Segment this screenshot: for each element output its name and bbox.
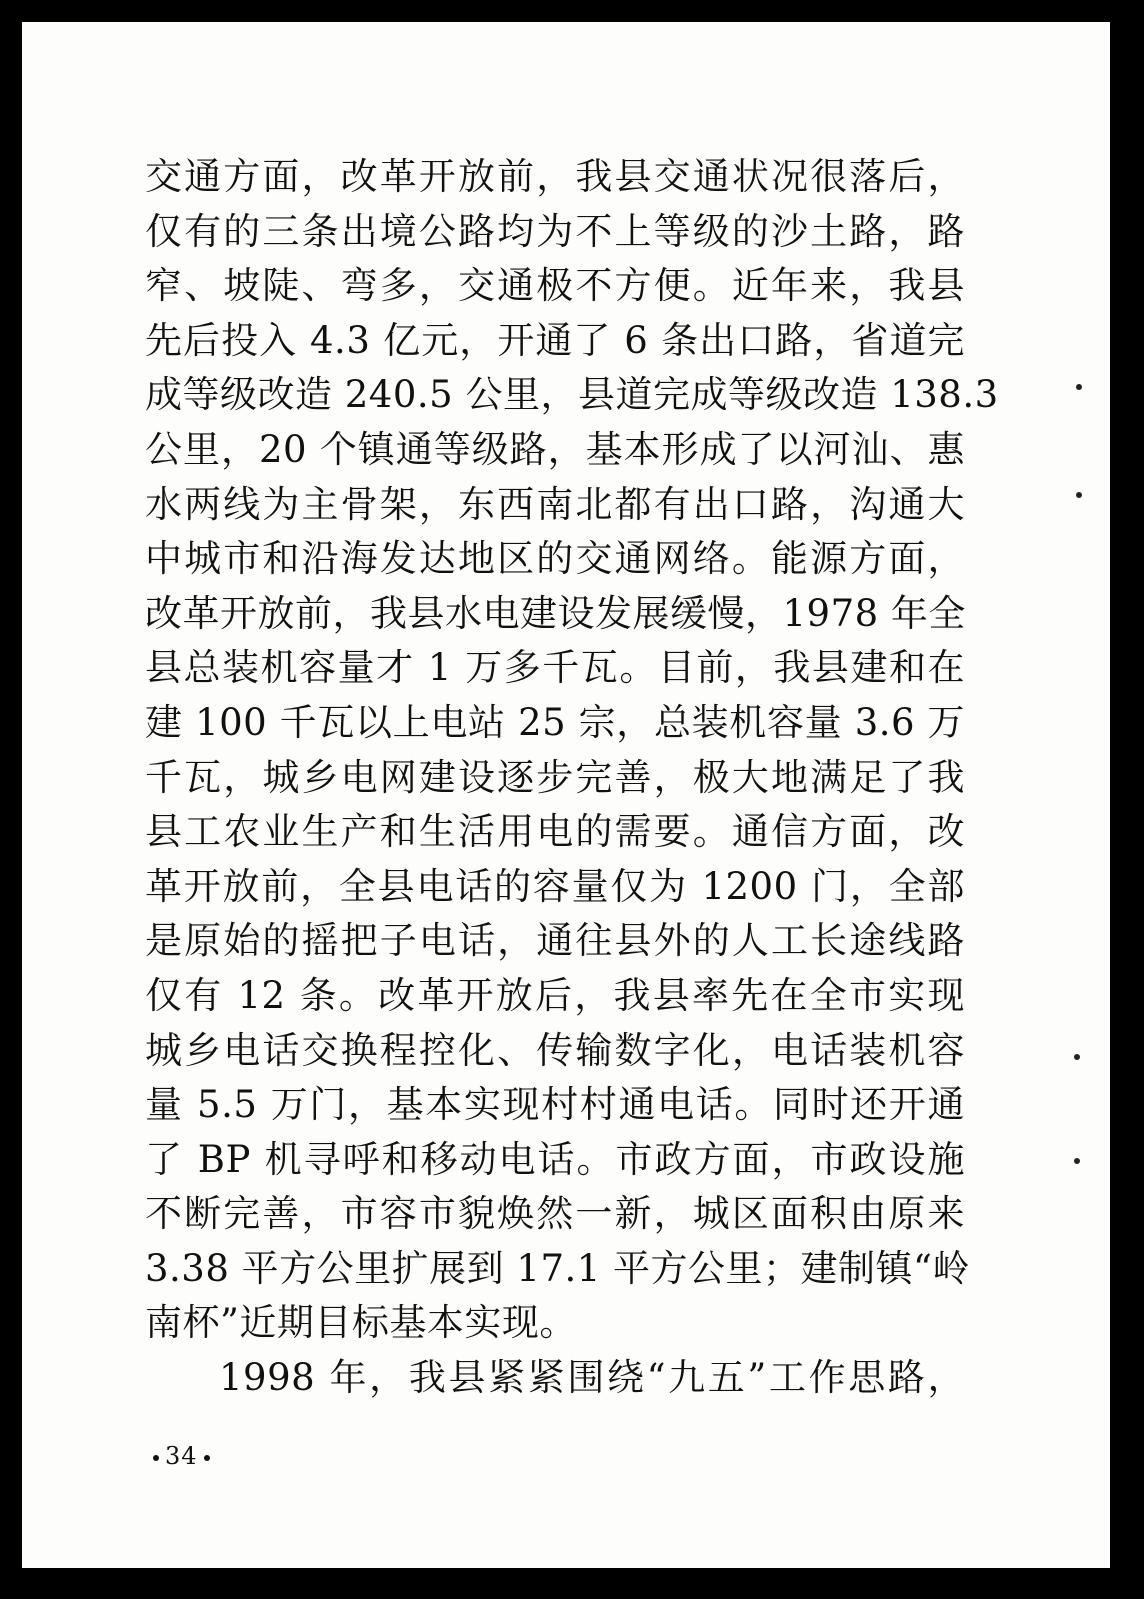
text-line: 南杯”近期目标基本实现。 <box>145 1301 577 1345</box>
binding-hole-mark <box>1076 492 1082 498</box>
text-line: 县总装机容量才 1 万多千瓦。目前，我县建和在 <box>145 646 965 690</box>
text-line: 革开放前，全县电话的容量仅为 1200 门，全部 <box>145 864 965 908</box>
page-number <box>147 1442 216 1470</box>
binding-hole-mark <box>1074 1054 1080 1060</box>
text-line: 窄、坡陡、弯多，交通极不方便。近年来，我县 <box>145 264 965 308</box>
text-line: 了 BP 机寻呼和移动电话。市政方面，市政设施 <box>145 1137 965 1181</box>
document-page <box>22 22 1110 1568</box>
text-line: 县工农业生产和生活用电的需要。通信方面，改 <box>145 810 965 854</box>
text-line: 水两线为主骨架，东西南北都有出口路，沟通大 <box>145 482 965 526</box>
text-line: 仅有 12 条。改革开放后，我县率先在全市实现 <box>145 973 965 1017</box>
text-line: 交通方面，改革开放前，我县交通状况很落后， <box>145 155 965 198</box>
bullet-dot-icon <box>153 1455 159 1461</box>
binding-hole-mark <box>1074 1158 1080 1164</box>
text-line: 3.38 平方公里扩展到 17.1 平方公里；建制镇“岭 <box>145 1246 970 1290</box>
text-line: 成等级改造 240.5 公里，县道完成等级改造 138.3 <box>145 373 999 417</box>
text-line: 城乡电话交换程控化、传输数字化，电话装机容 <box>145 1028 965 1072</box>
text-line: 中城市和沿海发达地区的交通网络。能源方面， <box>145 537 965 581</box>
binding-hole-mark <box>1076 384 1082 390</box>
bullet-dot-icon <box>204 1455 210 1461</box>
text-line: 改革开放前，我县水电建设发展缓慢，1978 年全 <box>145 591 966 635</box>
text-line: 千瓦，城乡电网建设逐步完善，极大地满足了我 <box>145 755 965 799</box>
body-text <box>145 150 999 1406</box>
text-line: 建 100 千瓦以上电站 25 宗，总装机容量 3.6 万 <box>145 700 965 744</box>
page-number-value: 34 <box>165 1442 198 1470</box>
text-line: 公里，20 个镇通等级路，基本形成了以河汕、惠 <box>145 427 965 471</box>
text-line: 不断完善，市容市貌焕然一新，城区面积由原来 <box>145 1192 965 1236</box>
text-line: 是原始的摇把子电话，通往县外的人工长途线路 <box>145 919 965 963</box>
text-line: 仅有的三条出境公路均为不上等级的沙土路，路 <box>145 209 965 253</box>
text-line: 先后投入 4.3 亿元，开通了 6 条出口路，省道完 <box>145 318 965 362</box>
text-line-paragraph-start: 1998 年，我县紧紧围绕“九五”工作思路， <box>219 1356 965 1400</box>
text-line: 量 5.5 万门，基本实现村村通电话。同时还开通 <box>145 1083 965 1127</box>
